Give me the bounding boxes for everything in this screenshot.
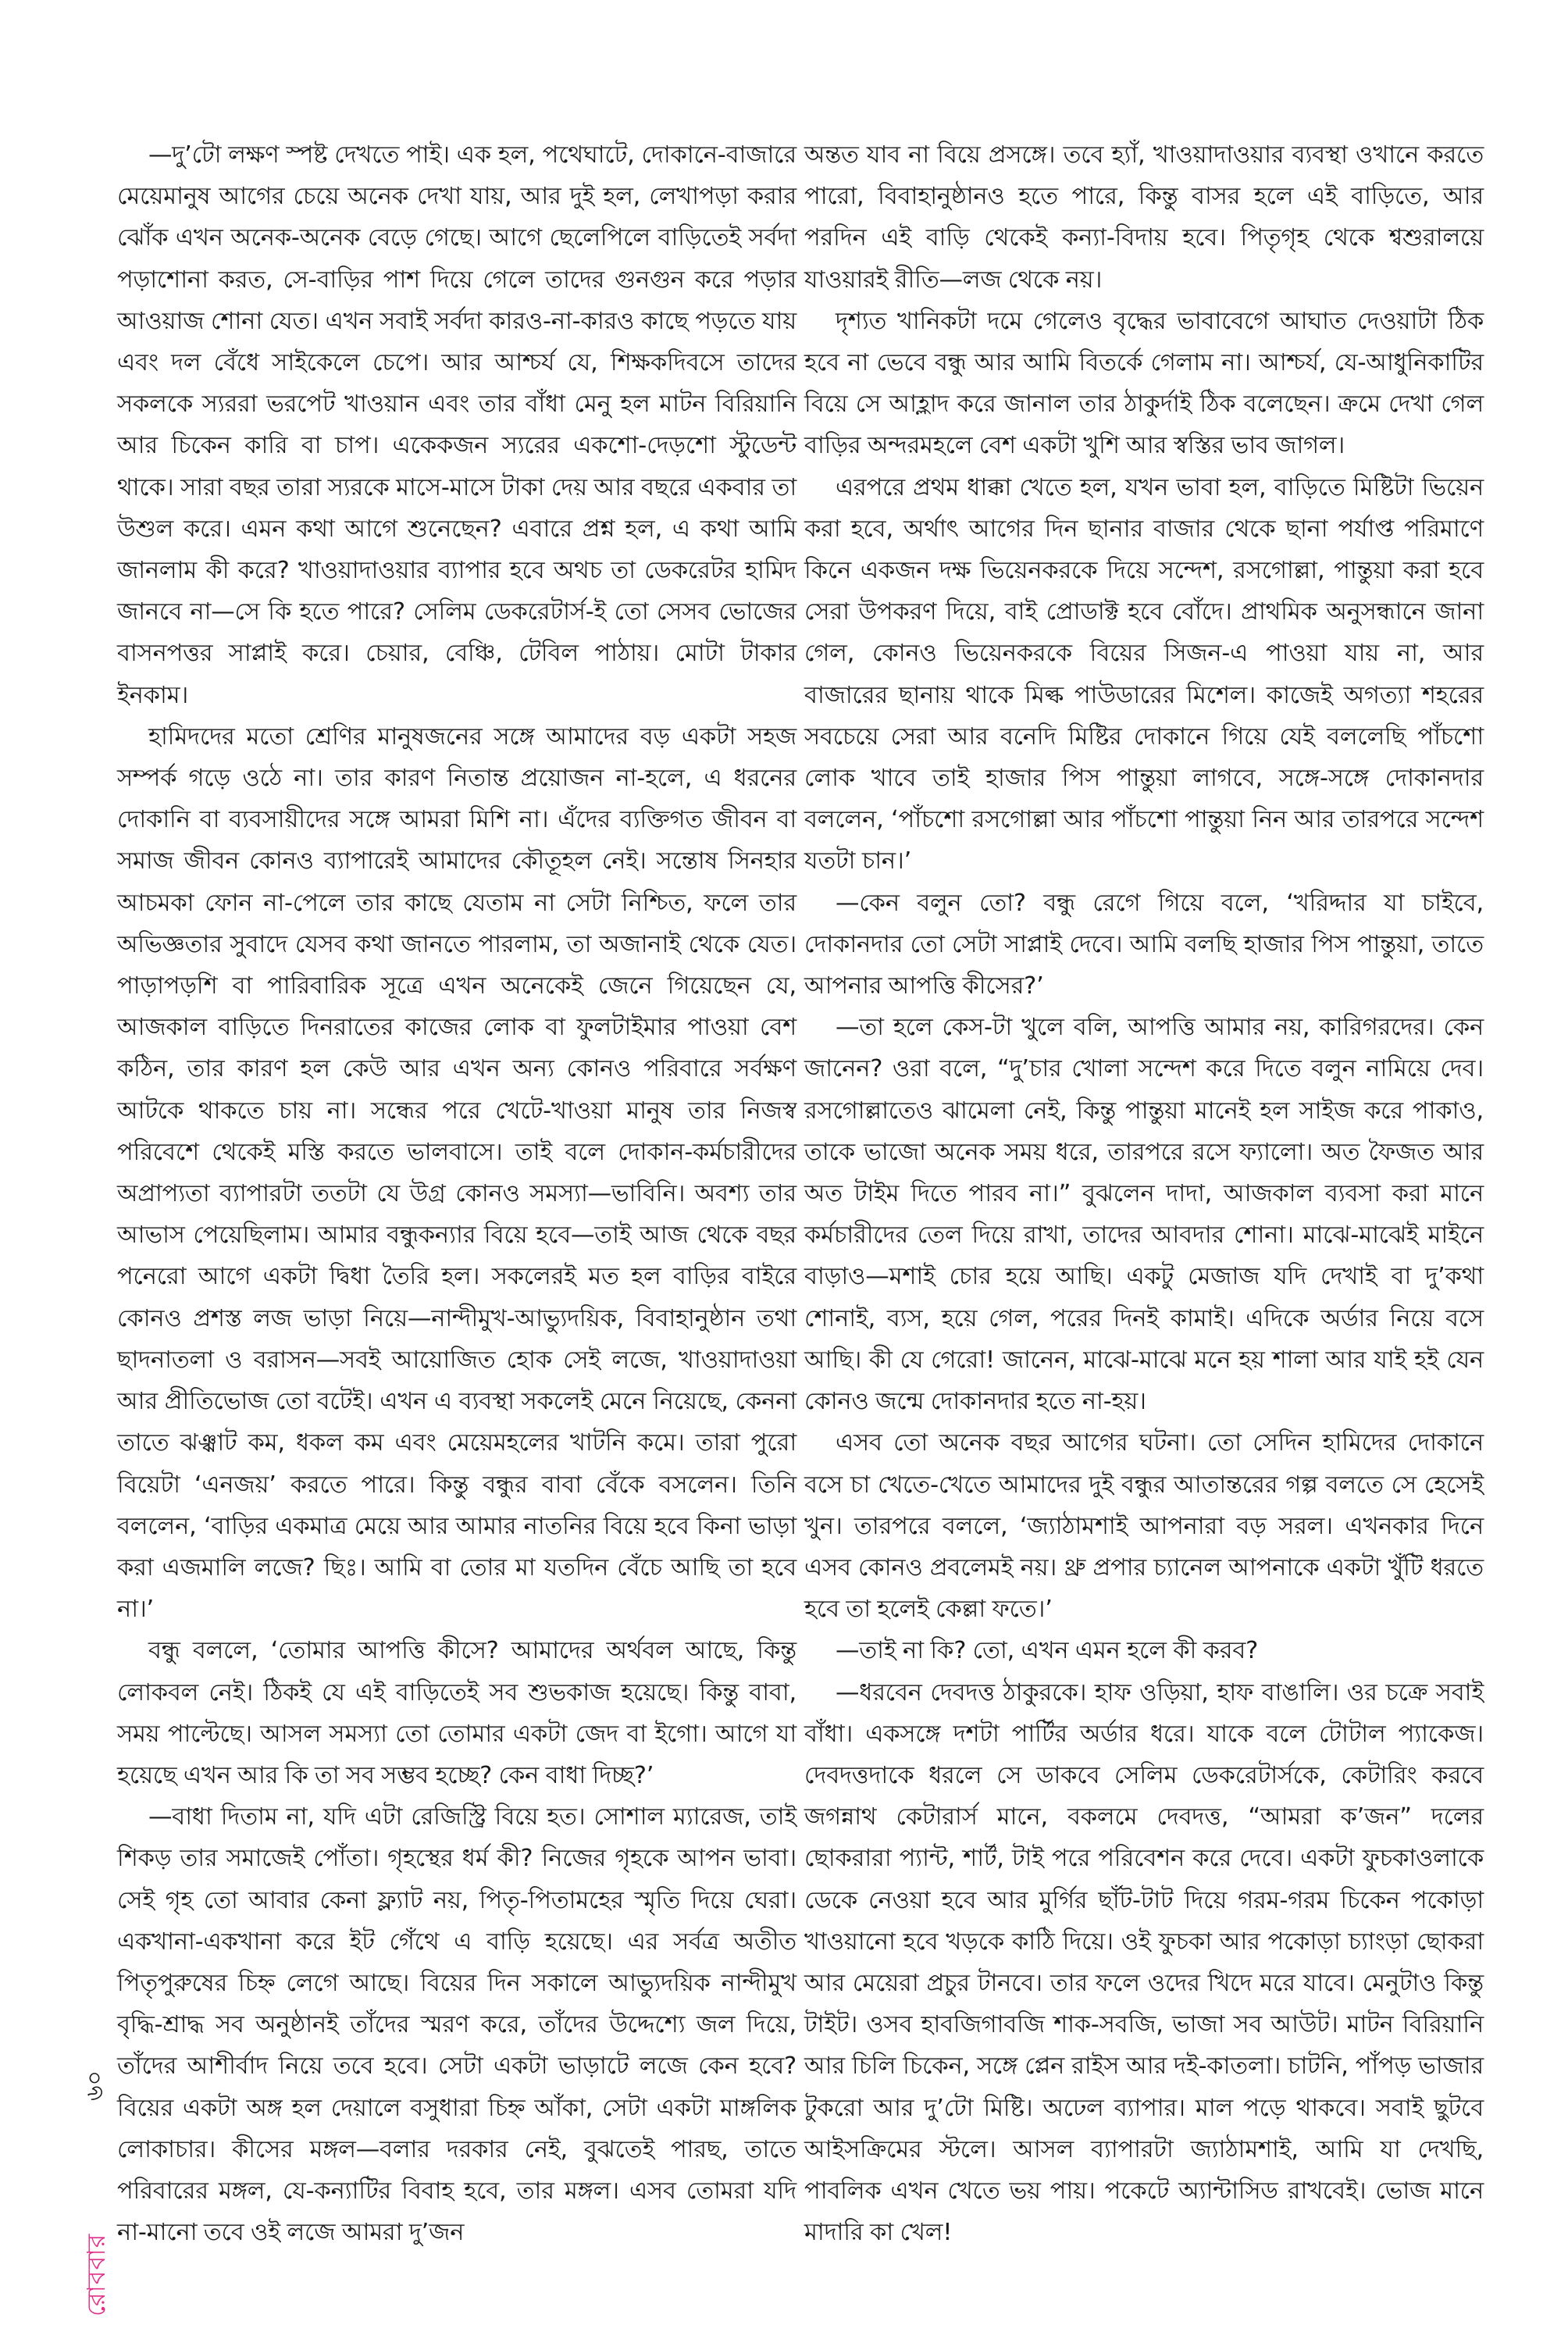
paragraph: এসব তো অনেক বছর আগের ঘটনা। তো সেদিন হামিদের দোকানে বসে চা খেতে-খেতে আমাদের দুই বন্ধুর আতান্তরের গল্প বলতে সে হেসেই খুন। তারপরে বললে, ‘জ্যাঠামশাই আপনারা বড় সরল। এখনকার দিনে এসব কোনও প্রবলেমই নয়। থ্রু প্রপার চ্যানেল আপনাকে একটা খুঁটি ধরতে হবে তা হলেই কেল্লা ফতে।’ xyxy=(804,1429,1484,1624)
paragraph: —ধরবেন দেবদত্ত ঠাকুরকে। হাফ ওড়িয়া, হাফ বাঙালি। ওর চক্রে সবাই বাঁধা। একসঙ্গে দশটা পার্টির অর্ডার ধরে। যাকে বলে টোটাল প্যাকেজ। দেবদত্তদাকে ধরলে সে ডাকবে সেলিম ডেকরেটার্সকে, কেটারিং করবে জগন্নাথ কেটারার্স মানে, বকলমে দেবদত্ত, “আমরা ক’জন” দলের ছোকরারা প্যান্ট, শার্ট, টাই পরে পরিবেশন করে দেবে। একটা ফুচকাওলাকে ডেকে নেওয়া হবে আর মুর্গির ছাঁট-টাট দিয়ে গরম-গরম চিকেন পকোড়া খাওয়ানো হবে খড়কে কাঠি দিয়ে। ওই ফুচকা আর পকোড়া চ্যাংড়া ছোকরা আর মেয়েরা প্রচুর টানবে। তার ফলে ওদের খিদে মরে যাবে। মেনুটাও কিন্তু টাইট। ওসব হাবজিগাবজি শাক-সবজি, ভাজা সব আউট। মাটন বিরিয়ানি আর চিলি চিকেন, সঙ্গে প্লেন রাইস আর দই-কাতলা। চাটনি, পাঁপড় ভাজার টুকরো আর দু’টো মিষ্টি। অঢেল ব্যাপার। মাল পড়ে থাকবে। সবাই ছুটবে আইসক্রিমের স্টলে। আসল ব্যাপারটা জ্যাঠামশাই, আমি যা দেখছি, পাবলিক এখন খেতে ভয় পায়। পকেটে অ্যান্টাসিড রাখবেই। ভোজ মানে মাদারি কা খেল! xyxy=(804,1678,1484,2247)
page-footer-mark xyxy=(75,2062,111,2320)
paragraph: অন্তত যাব না বিয়ে প্রসঙ্গে। তবে হ্যাঁ, খাওয়াদাওয়ার ব্যবস্থা ওখানে করতে পারো, বিবাহানুষ্ঠানও হতে পারে, কিন্তু বাসর হলে এই বাড়িতে, আর পরদিন এই বাড়ি থেকেই কন্যা-বিদায় হবে। পিতৃগৃহ থেকে শ্বশুরালয়ে যাওয়ারই রীতি—লজ থেকে নয়। xyxy=(804,141,1484,294)
right-column xyxy=(804,134,1484,2253)
paragraph: —বাধা দিতাম না, যদি এটা রেজিস্ট্রি বিয়ে হত। সোশাল ম্যারেজ, তাই শিকড় তার সমাজেই পোঁতা। গৃহস্থের ধর্ম কী? নিজের গৃহকে আপন ভাবা। সেই গৃহ তো আবার কেনা ফ্ল্যাট নয়, পিতৃ-পিতামহের স্মৃতি দিয়ে ঘেরা। একখানা-একখানা করে ইট গেঁথে এ বাড়ি হয়েছে। এর সর্বত্র অতীত পিতৃপুরুষের চিহ্ন লেগে আছে। বিয়ের দিন সকালে আভ্যুদয়িক নান্দীমুখ বৃদ্ধি-শ্রাদ্ধ সব অনুষ্ঠানই তাঁদের স্মরণ করে, তাঁদের উদ্দেশ্যে জল দিয়ে, তাঁদের আশীর্বাদ নিয়ে তবে হবে। সেটা একটা ভাড়াটে লজে কেন হবে? বিয়ের একটা অঙ্গ হল দেয়ালে বসুধারা চিহ্ন আঁকা, সেটা একটা মাঙ্গলিক লোকাচার। কীসের মঙ্গল—বলার দরকার নেই, বুঝতেই পারছ, তাতে পরিবারের মঙ্গল, যে-কন্যাটির বিবাহ হবে, তার মঙ্গল। এসব তোমরা যদি না-মানো তবে ওই লজে আমরা দু’জন xyxy=(117,1803,796,2247)
paragraph: হামিদদের মতো শ্রেণির মানুষজনের সঙ্গে আমাদের বড় একটা সহজ সম্পর্ক গড়ে ওঠে না। তার কারণ নিতান্ত প্রয়োজন না-হলে, এ ধরনের দোকানি বা ব্যবসায়ীদের সঙ্গে আমরা মিশি না। এঁদের ব্যক্তিগত জীবন বা সমাজ জীবন কোনও ব্যাপারেই আমাদের কৌতূহল নেই। সন্তোষ সিনহার আচমকা ফোন না-পেলে তার কাছে যেতাম না সেটা নিশ্চিত, ফলে তার অভিজ্ঞতার সুবাদে যেসব কথা জানতে পারলাম, তা অজানাই থেকে যেত। পাড়াপড়শি বা পারিবারিক সূত্রে এখন অনেকেই জেনে গিয়েছেন যে, আজকাল বাড়িতে দিনরাতের কাজের লোক বা ফুলটাইমার পাওয়া বেশ কঠিন, তার কারণ হল কেউ আর এখন অন্য কোনও পরিবারে সর্বক্ষণ আটকে থাকতে চায় না। সন্ধের পরে খেটে-খাওয়া মানুষ তার নিজস্ব পরিবেশে থেকেই মস্তি করতে ভালবাসে। তাই বলে দোকান-কর্মচারীদের অপ্রাপ্যতা ব্যাপারটা ততটা যে উগ্র কোনও সমস্যা—ভাবিনি। অবশ্য তার আভাস পেয়েছিলাম। আমার বন্ধুকন্যার বিয়ে হবে—তাই আজ থেকে বছর পনেরো আগে একটা দ্বিধা তৈরি হল। সকলেরই মত হল বাড়ির বাইরে কোনও প্রশস্ত লজ ভাড়া নিয়ে—নান্দীমুখ-আভ্যুদয়িক, বিবাহানুষ্ঠান তথা ছাদনাতলা ও বরাসন—সবই আয়োজিত হোক সেই লজে, খাওয়াদাওয়া আর প্রীতিভোজ তো বটেই। এখন এ ব্যবস্থা সকলেই মেনে নিয়েছে, কেননা তাতে ঝঞ্ঝাট কম, ধকল কম এবং মেয়েমহলের খাটনি কমে। তারা পুরো বিয়েটা ‘এনজয়’ করতে পারে। কিন্তু বন্ধুর বাবা বেঁকে বসলেন। তিনি বললেন, ‘বাড়ির একমাত্র মেয়ে আর আমার নাতনির বিয়ে হবে কিনা ভাড়া করা এজমালি লজে? ছিঃ। আমি বা তোর মা যতদিন বেঁচে আছি তা হবে না।’ xyxy=(117,722,796,1624)
paragraph: —তাই না কি? তো, এখন এমন হলে কী করব? xyxy=(836,1637,1259,1665)
paragraph: এরপরে প্রথম ধাক্কা খেতে হল, যখন ভাবা হল, বাড়িতে মিষ্টিটা ভিয়েন করা হবে, অর্থাৎ আগের দিন ছানার বাজার থেকে ছানা পর্যাপ্ত পরিমাণে কিনে একজন দক্ষ ভিয়েনকরকে দিয়ে সন্দেশ, রসগোল্লা, পান্তুয়া করা হবে সেরা উপকরণ দিয়ে, বাই প্রোডাক্ট হবে বোঁদে। প্রাথমিক অনুসন্ধানে জানা গেল, কোনও ভিয়েনকরকে বিয়ের সিজন-এ পাওয়া যায় না, আর বাজারের ছানায় থাকে মিল্ক পাউডারের মিশেল। কাজেই অগত্যা শহরের সবচেয়ে সেরা আর বনেদি মিষ্টির দোকানে গিয়ে যেই বললেছি পাঁচশো লোক খাবে তাই হাজার পিস পান্তুয়া লাগবে, সঙ্গে-সঙ্গে দোকানদার বললেন, ‘পাঁচশো রসগোল্লা আর পাঁচশো পান্তুয়া নিন আর তারপরে সন্দেশ যতটা চান।’ xyxy=(804,473,1484,875)
paragraph: —তা হলে কেস-টা খুলে বলি, আপত্তি আমার নয়, কারিগরদের। কেন জানেন? ওরা বলে, “দু’চার খোলা সন্দেশ করে দিতে বলুন নামিয়ে দেব। রসগোল্লাতেও ঝামেলা নেই, কিন্তু পান্তুয়া মানেই হল সাইজ করে পাকাও, তাকে ভাজো অনেক সময় ধরে, তারপরে রসে ফ্যালো। অত ফৈজত আর অত টাইম দিতে পারব না।” বুঝলেন দাদা, আজকাল ব্যবসা করা মানে কর্মচারীদের তেল দিয়ে রাখা, তাদের আবদার শোনা। মাঝে-মাঝেই মাইনে বাড়াও—মশাই চোর হয়ে আছি। একটু মেজাজ যদি দেখাই বা দু’কথা শোনাই, ব্যস, হয়ে গেল, পরের দিনই কামাই। এদিকে অর্ডার নিয়ে বসে আছি। কী যে গেরো! জানেন, মাঝে-মাঝে মনে হয় শালা আর যাই হই যেন কোনও জন্মে দোকানদার হতে না-হয়। xyxy=(804,1014,1484,1416)
paragraph: —দু’টো লক্ষণ স্পষ্ট দেখতে পাই। এক হল, পথেঘাটে, দোকানে-বাজারে মেয়েমানুষ আগের চেয়ে অনেক দেখা যায়, আর দুই হল, লেখাপড়া করার ঝোঁক এখন অনেক-অনেক বেড়ে গেছে। আগে ছেলেপিলে বাড়িতেই সর্বদা পড়াশোনা করত, সে-বাড়ির পাশ দিয়ে গেলে তাদের গুনগুন করে পড়ার আওয়াজ শোনা যেত। এখন সবাই সর্বদা কারও-না-কারও কাছে পড়তে যায় এবং দল বেঁধে সাইকেলে চেপে। আর আশ্চর্য যে, শিক্ষকদিবসে তাদের সকলকে স্যররা ভরপেট খাওয়ান এবং তার বাঁধা মেনু হল মাটন বিরিয়ানি আর চিকেন কারি বা চাপ। একেকজন স্যরের একশো-দেড়শো স্টুডেন্ট থাকে। সারা বছর তারা স্যরকে মাসে-মাসে টাকা দেয় আর বছরে একবার তা উশুল করে। এমন কথা আগে শুনেছেন? এবারে প্রশ্ন হল, এ কথা আমি জানলাম কী করে? খাওয়াদাওয়ার ব্যাপার হবে অথচ তা ডেকরেটর হামিদ জানবে না—সে কি হতে পারে? সেলিম ডেকরেটার্স-ই তো সেসব ভোজের বাসনপত্তর সাপ্লাই করে। চেয়ার, বেঞ্চি, টেবিল পাঠায়। মোটা টাকার ইনকাম। xyxy=(117,141,796,709)
paragraph: দৃশ্যত খানিকটা দমে গেলেও বৃদ্ধের ভাবাবেগে আঘাত দেওয়াটা ঠিক হবে না ভেবে বন্ধু আর আমি বিতর্কে গেলাম না। আশ্চর্য, যে-আধুনিকাটির বিয়ে সে আহ্লাদ করে জানাল তার ঠাকুর্দাই ঠিক বলেছেন। ক্রমে দেখা গেল বাড়ির অন্দরমহলে বেশ একটা খুশি আর স্বস্তির ভাব জাগল। xyxy=(804,307,1484,460)
page-number: ৬০ xyxy=(81,2070,109,2101)
paragraph: বন্ধু বললে, ‘তোমার আপত্তি কীসে? আমাদের অর্থবল আছে, কিন্তু লোকবল নেই। ঠিকই যে এই বাড়িতেই সব শুভকাজ হয়েছে। কিন্তু বাবা, সময় পাল্টেছে। আসল সমস্যা তো তোমার একটা জেদ বা ইগো। আগে যা হয়েছে এখন আর কি তা সব সম্ভব হচ্ছে? কেন বাধা দিচ্ছ?’ xyxy=(117,1637,796,1789)
left-column xyxy=(117,134,796,2253)
paragraph: —কেন বলুন তো? বন্ধু রেগে গিয়ে বলে, ‘খরিদ্দার যা চাইবে, দোকানদার তো সেটা সাপ্লাই দেবে। আমি বলছি হাজার পিস পান্তুয়া, তাতে আপনার আপত্তি কীসের?’ xyxy=(804,889,1484,1000)
magazine-name: রোববার xyxy=(81,2233,111,2316)
